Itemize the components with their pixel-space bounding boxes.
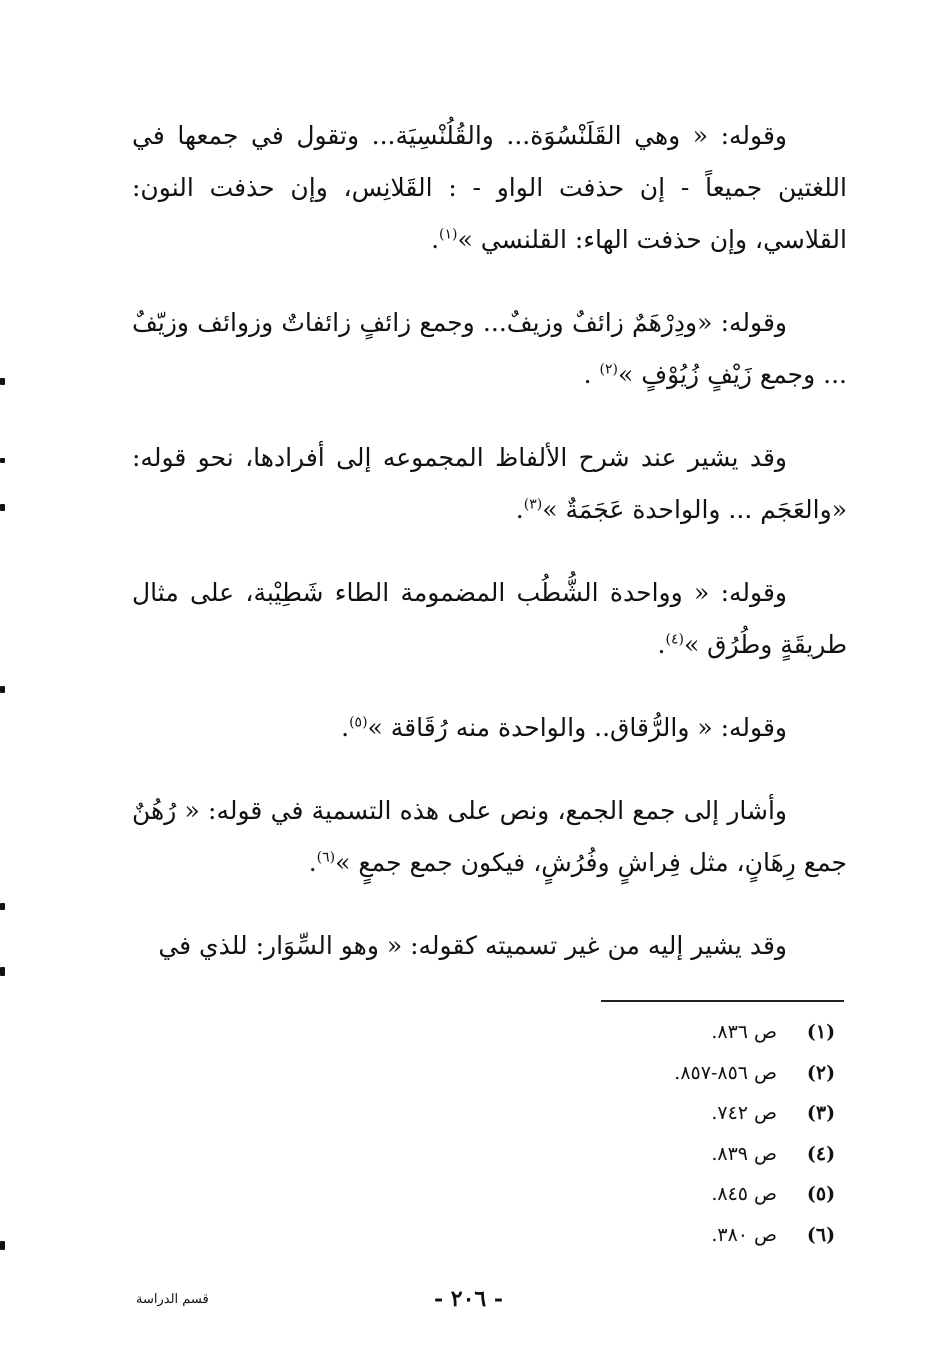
section-label: قسم الدراسة bbox=[136, 1292, 209, 1307]
paragraph-text: وقوله: « والرُّقاق.. والواحدة منه رُقَاقة » bbox=[367, 713, 787, 742]
footnote-number: (١) bbox=[806, 1021, 836, 1043]
paragraph-tail: . bbox=[431, 225, 440, 254]
footnote-text: ص ٣٨٠. bbox=[711, 1223, 777, 1246]
paragraph-2 bbox=[132, 297, 847, 401]
paragraph-6 bbox=[132, 785, 847, 889]
paragraph-text: وقوله: « وهي القَلَنْسُوَة... والقُلُنْسِيَة... وتقول في جمعها في اللغتين جميعاً - إن حذفت الواو - : القَلانِس، وإن حذفت النون: القلاسي، وإن حذفت الهاء: القلنسي » bbox=[132, 121, 847, 254]
paragraph-tail: . bbox=[341, 713, 350, 742]
body-text bbox=[132, 110, 847, 972]
footnote-text: ص ٨٤٥. bbox=[711, 1183, 777, 1205]
footnote-item bbox=[485, 1134, 845, 1175]
footnote-text: ص ٨٣٦. bbox=[711, 1021, 777, 1043]
page-number: - ٢٠٦ - bbox=[433, 1286, 504, 1312]
scan-edge-mark bbox=[0, 458, 5, 463]
footnote-number: (٤) bbox=[806, 1142, 836, 1165]
paragraph-text: وقد يشير إليه من غير تسميته كقوله: « وهو السِّوَار: للذي في bbox=[158, 931, 787, 960]
scan-edge-mark bbox=[0, 903, 5, 910]
footnote-text: ص ٨٥٦-٨٥٧. bbox=[674, 1061, 777, 1084]
footnote-ref: (٤) bbox=[665, 631, 684, 648]
footnote-item bbox=[485, 1093, 845, 1134]
scan-edge-mark bbox=[0, 378, 5, 385]
footnote-ref: (٦) bbox=[316, 849, 336, 866]
footnote-text: ص ٧٤٢. bbox=[711, 1102, 777, 1124]
paragraph-7 bbox=[132, 920, 847, 972]
paragraph-text: وقد يشير عند شرح الألفاظ المجموعه إلى أفرادها، نحو قوله: «والعَجَم ... والواحدة عَجَمَةٌ » bbox=[132, 443, 847, 524]
footnote-item bbox=[485, 1053, 845, 1094]
scan-edge-mark bbox=[0, 1241, 5, 1250]
footnote-ref: (٥) bbox=[349, 714, 368, 731]
paragraph-4 bbox=[132, 567, 847, 671]
footnote-number: (٣) bbox=[806, 1102, 836, 1124]
footnotes bbox=[485, 1012, 845, 1255]
paragraph-5 bbox=[132, 702, 847, 754]
scan-edge-mark bbox=[0, 967, 5, 976]
footnote-number: (٥) bbox=[806, 1183, 836, 1205]
footnote-item bbox=[485, 1174, 845, 1215]
footnote-item bbox=[485, 1215, 845, 1256]
paragraph-tail: . bbox=[308, 848, 317, 877]
paragraph-tail: . bbox=[515, 495, 524, 524]
footnote-separator bbox=[601, 1000, 844, 1002]
scan-edge-mark bbox=[0, 504, 5, 511]
scan-edge-mark bbox=[0, 686, 5, 693]
footnote-number: (٦) bbox=[806, 1223, 836, 1246]
paragraph-tail: . bbox=[583, 360, 600, 389]
paragraph-text: وقوله: « وواحدة الشُّطُب المضمومة الطاء شَطِيْبة، على مثال طريقَةٍ وطُرُق » bbox=[132, 578, 847, 659]
footnote-item bbox=[485, 1012, 845, 1053]
footnote-ref: (١) bbox=[439, 226, 458, 243]
footnote-number: (٢) bbox=[806, 1061, 836, 1084]
footnote-ref: (٢) bbox=[599, 361, 619, 378]
paragraph-1 bbox=[132, 110, 847, 266]
footnote-text: ص ٨٣٩. bbox=[711, 1142, 777, 1165]
paragraph-text: وقوله: «ودِرْهَمٌ زائفٌ وزيفٌ... وجمع زائفٍ زائفاتٌ وزوائف وزيّفٌ ... وجمع زَيْفٍ زُيُوْفٍ » bbox=[132, 308, 847, 389]
footnote-ref: (٣) bbox=[523, 496, 543, 513]
paragraph-tail: . bbox=[657, 630, 666, 659]
paragraph-3 bbox=[132, 432, 847, 536]
paragraph-text: وأشار إلى جمع الجمع، ونص على هذه التسمية في قوله: « رُهُنٌ جمع رِهَانٍ، مثل فِراشٍ وفُرُشٍ، فيكون جمع جمعٍ » bbox=[132, 796, 847, 877]
